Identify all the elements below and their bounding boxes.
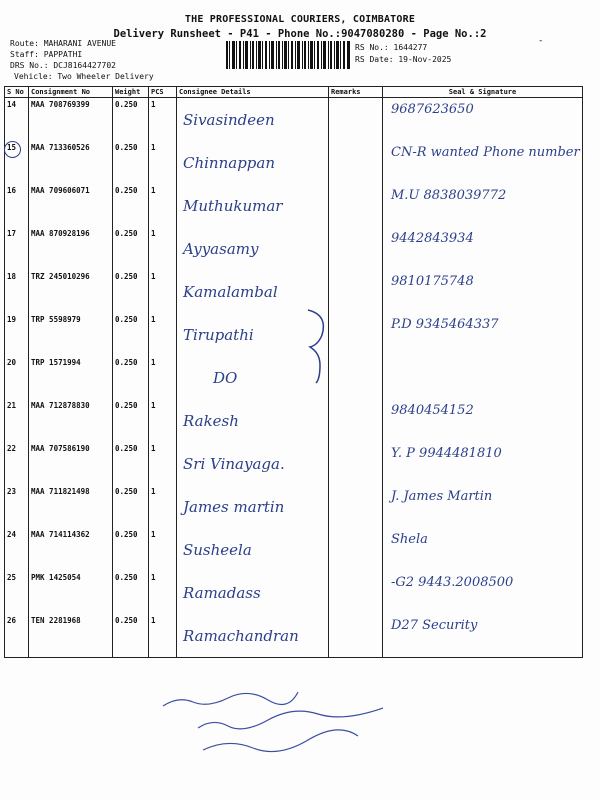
cell-sno xyxy=(5,356,29,399)
route-label: Route: MAHARANI AVENUE xyxy=(10,39,116,48)
cell-seal xyxy=(383,184,583,227)
cell-seal xyxy=(383,141,583,184)
cell-sno xyxy=(5,270,29,313)
cell-sno-text: 14 xyxy=(7,100,17,109)
signature-handwriting: D27 Security xyxy=(391,618,478,633)
table-row xyxy=(5,227,583,270)
cell-weight xyxy=(113,184,149,227)
cell-seal xyxy=(383,313,583,356)
cell-seal xyxy=(383,227,583,270)
cell-consignee xyxy=(177,571,329,614)
cell-sno-text: 22 xyxy=(7,444,17,453)
cell-sno-text: 15 xyxy=(7,143,17,152)
col-weight: Weight xyxy=(113,87,149,98)
signature-handwriting: -G2 9443.2008500 xyxy=(391,575,514,590)
table-row xyxy=(5,614,583,658)
cell-consignment-text: MAA 713360526 xyxy=(31,143,90,152)
cell-consignee xyxy=(177,442,329,485)
runsheet-subtitle: Delivery Runsheet - P41 - Phone No.:9047080280 - Page No.:2 xyxy=(113,28,487,40)
cell-weight xyxy=(113,141,149,184)
consignee-handwriting: Rakesh xyxy=(183,412,239,430)
cell-weight-text: 0.250 xyxy=(115,401,138,410)
cell-seal xyxy=(383,399,583,442)
cell-consignment-text: MAA 714114362 xyxy=(31,530,90,539)
cell-pcs xyxy=(149,313,177,356)
cell-remarks xyxy=(329,184,383,227)
consignee-handwriting: Tirupathi xyxy=(183,326,254,344)
cell-sno-text: 21 xyxy=(7,401,17,410)
staff-label: Staff: PAPPATHI xyxy=(10,50,83,59)
signature-handwriting: 9840454152 xyxy=(391,403,474,418)
cell-consignment xyxy=(29,141,113,184)
cell-consignment xyxy=(29,442,113,485)
cell-pcs-text: 1 xyxy=(151,272,156,281)
col-remarks: Remarks xyxy=(329,87,383,98)
table-row xyxy=(5,98,583,142)
cell-pcs xyxy=(149,614,177,658)
cell-remarks xyxy=(329,442,383,485)
cell-remarks xyxy=(329,528,383,571)
cell-weight xyxy=(113,485,149,528)
cell-consignment xyxy=(29,614,113,658)
cell-consignee xyxy=(177,528,329,571)
col-seal: Seal & Signature xyxy=(383,87,583,98)
handwritten-scribble xyxy=(158,678,398,768)
cell-sno-text: 17 xyxy=(7,229,17,238)
cell-weight-text: 0.250 xyxy=(115,100,138,109)
cell-weight-text: 0.250 xyxy=(115,616,138,625)
cell-consignment-text: MAA 708769399 xyxy=(31,100,90,109)
cell-consignment-text: MAA 870928196 xyxy=(31,229,90,238)
cell-consignee xyxy=(177,399,329,442)
signature-handwriting: Y. P 9944481810 xyxy=(391,446,502,461)
cell-weight-text: 0.250 xyxy=(115,444,138,453)
cell-weight xyxy=(113,571,149,614)
cell-weight-text: 0.250 xyxy=(115,143,138,152)
cell-pcs-text: 1 xyxy=(151,143,156,152)
cell-sno xyxy=(5,227,29,270)
cell-seal xyxy=(383,485,583,528)
signature-handwriting: 9810175748 xyxy=(391,274,474,289)
cell-remarks xyxy=(329,98,383,142)
cell-consignment-text: PMK 1425054 xyxy=(31,573,81,582)
cell-sno-text: 24 xyxy=(7,530,17,539)
consignee-handwriting: Sri Vinayaga. xyxy=(183,455,285,473)
cell-weight xyxy=(113,270,149,313)
cell-consignment xyxy=(29,356,113,399)
cell-sno xyxy=(5,485,29,528)
cell-pcs xyxy=(149,485,177,528)
cell-sno xyxy=(5,98,29,142)
rs-number: RS No.: 1644277 xyxy=(355,43,428,52)
cell-consignee xyxy=(177,485,329,528)
cell-weight xyxy=(113,98,149,142)
cell-sno-text: 26 xyxy=(7,616,17,625)
cell-consignment xyxy=(29,571,113,614)
cell-pcs-text: 1 xyxy=(151,530,156,539)
cell-consignee xyxy=(177,184,329,227)
cell-pcs xyxy=(149,571,177,614)
cell-weight-text: 0.250 xyxy=(115,573,138,582)
barcode-image xyxy=(226,41,350,69)
cell-weight-text: 0.250 xyxy=(115,487,138,496)
cell-weight xyxy=(113,442,149,485)
cell-weight xyxy=(113,528,149,571)
signature-handwriting: J. James Martin xyxy=(391,489,493,504)
consignee-handwriting: DO xyxy=(213,369,238,387)
cell-remarks xyxy=(329,399,383,442)
cell-consignment-text: MAA 709606071 xyxy=(31,186,90,195)
circled-number-mark xyxy=(4,141,21,158)
cell-sno xyxy=(5,528,29,571)
consignee-handwriting: Susheela xyxy=(183,541,252,559)
cell-consignment-text: TRP 1571994 xyxy=(31,358,81,367)
cell-remarks xyxy=(329,614,383,658)
cell-sno xyxy=(5,184,29,227)
cell-consignment-text: TRZ 245010296 xyxy=(31,272,90,281)
cell-seal xyxy=(383,442,583,485)
signature-handwriting: 9687623650 xyxy=(391,102,474,117)
consignee-handwriting: Ramadass xyxy=(183,584,261,602)
consignee-handwriting: Sivasindeen xyxy=(183,111,275,129)
cell-weight-text: 0.250 xyxy=(115,530,138,539)
cell-weight xyxy=(113,614,149,658)
cell-pcs-text: 1 xyxy=(151,487,156,496)
cell-sno xyxy=(5,141,29,184)
drs-number: DRS No.: DCJ8164427702 xyxy=(10,61,116,70)
cell-sno xyxy=(5,442,29,485)
rs-date: RS Date: 19-Nov-2025 xyxy=(355,55,452,64)
consignee-handwriting: Ayyasamy xyxy=(183,240,259,258)
cell-remarks xyxy=(329,485,383,528)
cell-pcs xyxy=(149,184,177,227)
cell-pcs-text: 1 xyxy=(151,229,156,238)
cell-consignment-text: MAA 712878830 xyxy=(31,401,90,410)
signature-handwriting: 9442843934 xyxy=(391,231,474,246)
table-row xyxy=(5,528,583,571)
cell-sno-text: 25 xyxy=(7,573,17,582)
cell-pcs xyxy=(149,399,177,442)
cell-pcs-text: 1 xyxy=(151,186,156,195)
table-row xyxy=(5,184,583,227)
cell-weight xyxy=(113,356,149,399)
cell-sno xyxy=(5,399,29,442)
table-row xyxy=(5,485,583,528)
table-header xyxy=(5,87,583,98)
company-title: THE PROFESSIONAL COURIERS, COIMBATORE xyxy=(184,14,416,25)
cell-consignment xyxy=(29,184,113,227)
signature-handwriting: M.U 8838039772 xyxy=(391,188,507,203)
cell-seal xyxy=(383,98,583,142)
cell-pcs xyxy=(149,141,177,184)
cell-consignment-text: MAA 707586190 xyxy=(31,444,90,453)
cell-consignment xyxy=(29,313,113,356)
runsheet-table xyxy=(4,86,583,658)
cell-consignee xyxy=(177,614,329,658)
cell-consignment xyxy=(29,528,113,571)
cell-seal xyxy=(383,528,583,571)
cell-consignment xyxy=(29,485,113,528)
signature-handwriting: Shela xyxy=(391,532,428,547)
cell-weight-text: 0.250 xyxy=(115,315,138,324)
consignee-handwriting: James martin xyxy=(183,498,285,516)
cell-seal xyxy=(383,356,583,399)
col-pcs: PCS xyxy=(149,87,177,98)
cell-consignee xyxy=(177,141,329,184)
consignee-handwriting: Kamalambal xyxy=(183,283,278,301)
cell-sno xyxy=(5,571,29,614)
stray-mark: - xyxy=(538,36,544,46)
cell-pcs-text: 1 xyxy=(151,401,156,410)
table-row xyxy=(5,442,583,485)
cell-consignment xyxy=(29,98,113,142)
cell-pcs xyxy=(149,270,177,313)
cell-sno xyxy=(5,313,29,356)
cell-remarks xyxy=(329,571,383,614)
table-row xyxy=(5,313,583,356)
cell-weight xyxy=(113,313,149,356)
signature-handwriting: P.D 9345464337 xyxy=(391,317,499,332)
cell-pcs xyxy=(149,528,177,571)
cell-weight xyxy=(113,227,149,270)
cell-pcs-text: 1 xyxy=(151,444,156,453)
bracket-mark xyxy=(300,305,340,385)
cell-consignment xyxy=(29,227,113,270)
cell-pcs xyxy=(149,98,177,142)
cell-pcs xyxy=(149,356,177,399)
consignee-handwriting: Ramachandran xyxy=(183,627,299,645)
consignee-handwriting: Chinnappan xyxy=(183,154,276,172)
cell-sno-text: 23 xyxy=(7,487,17,496)
table-row xyxy=(5,141,583,184)
cell-sno-text: 19 xyxy=(7,315,17,324)
consignee-handwriting: Muthukumar xyxy=(183,197,283,215)
signature-handwriting: CN-R wanted Phone number xyxy=(391,145,580,160)
cell-sno-text: 16 xyxy=(7,186,17,195)
cell-consignment xyxy=(29,270,113,313)
cell-sno-text: 20 xyxy=(7,358,17,367)
cell-weight-text: 0.250 xyxy=(115,186,138,195)
vehicle-label: Vehicle: Two Wheeler Delivery xyxy=(14,72,154,81)
cell-seal xyxy=(383,571,583,614)
cell-consignment-text: TRP 5598979 xyxy=(31,315,81,324)
cell-pcs-text: 1 xyxy=(151,358,156,367)
cell-weight xyxy=(113,399,149,442)
cell-sno-text: 18 xyxy=(7,272,17,281)
col-consignment: Consignment No xyxy=(29,87,113,98)
table-row xyxy=(5,270,583,313)
table-row xyxy=(5,399,583,442)
cell-consignment-text: TEN 2281968 xyxy=(31,616,81,625)
cell-pcs-text: 1 xyxy=(151,616,156,625)
cell-remarks xyxy=(329,227,383,270)
cell-pcs-text: 1 xyxy=(151,100,156,109)
cell-consignment-text: MAA 711821498 xyxy=(31,487,90,496)
col-sno: S No xyxy=(5,87,29,98)
cell-weight-text: 0.250 xyxy=(115,229,138,238)
table-row xyxy=(5,571,583,614)
col-consignee: Consignee Details xyxy=(177,87,329,98)
cell-sno xyxy=(5,614,29,658)
cell-remarks xyxy=(329,141,383,184)
cell-consignee xyxy=(177,98,329,142)
cell-consignee xyxy=(177,227,329,270)
cell-weight-text: 0.250 xyxy=(115,358,138,367)
cell-seal xyxy=(383,270,583,313)
cell-pcs-text: 1 xyxy=(151,573,156,582)
cell-consignment xyxy=(29,399,113,442)
cell-pcs xyxy=(149,442,177,485)
table-row xyxy=(5,356,583,399)
cell-pcs xyxy=(149,227,177,270)
cell-seal xyxy=(383,614,583,658)
cell-pcs-text: 1 xyxy=(151,315,156,324)
cell-weight-text: 0.250 xyxy=(115,272,138,281)
